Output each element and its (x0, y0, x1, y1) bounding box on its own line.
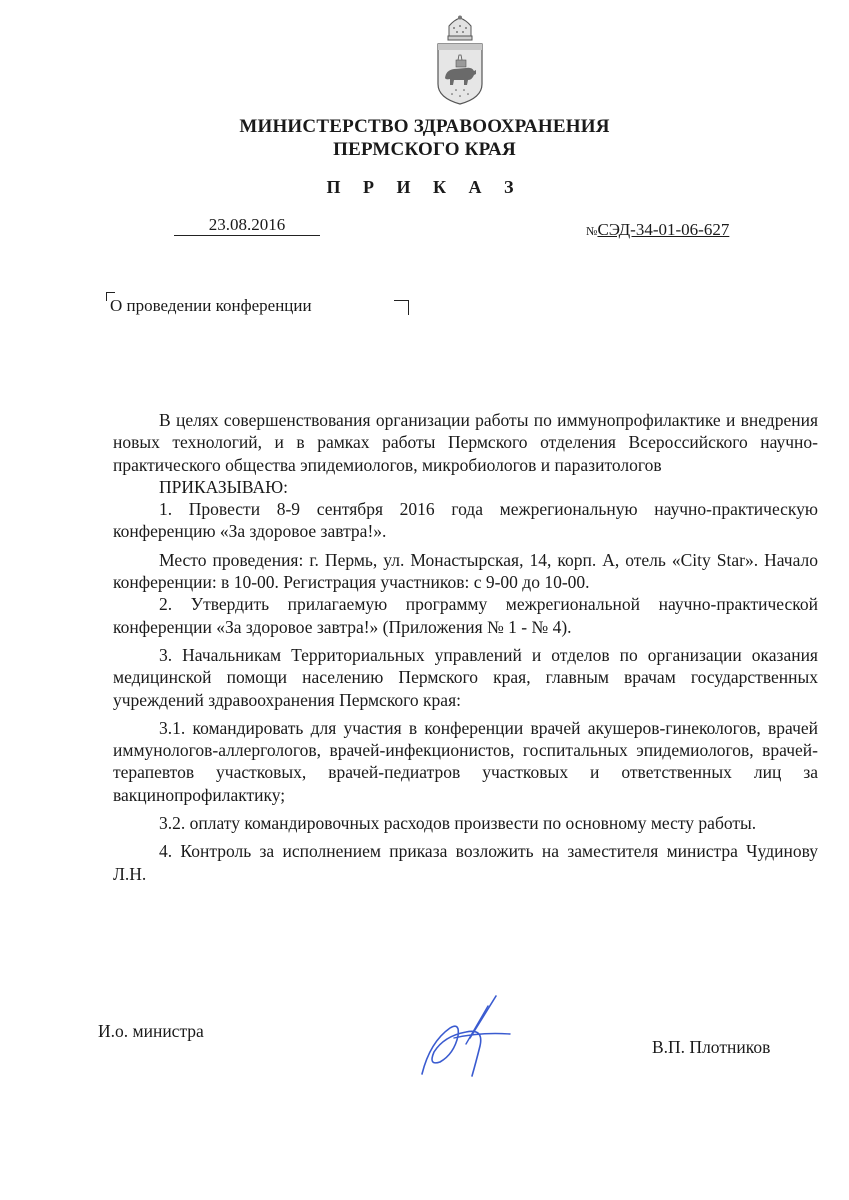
paragraph-item-3: 3. Начальникам Территориальных управлений и отделов по организации оказания медицинской помощи населению Пермского края, главным врачам государственных учреждений здравоохранения Пермского края: (113, 644, 818, 710)
paragraph-order: ПРИКАЗЫВАЮ: (159, 476, 288, 497)
number-sign: № (586, 224, 598, 238)
paragraph-item-3-2: 3.2. оплату командировочных расходов произвести по основному месту работы. (159, 813, 757, 834)
subject-bracket-right (394, 300, 409, 315)
ministry-title: МИНИСТЕРСТВО ЗДРАВООХРАНЕНИЯ (239, 116, 610, 137)
document-type: П Р И К А З (326, 177, 523, 197)
number-value: СЭД-34-01-06-627 (597, 220, 730, 239)
coat-of-arms-icon (432, 14, 488, 106)
paragraph-item-3-1: 3.1. командировать для участия в конференции врачей акушеров-гинекологов, врачей иммунологов-аллергологов, врачей-инфекционистов, госпитальных эпидемиологов, врачей-терапевтов участковых, врачей-педиатров участковых и ответственных лиц за вакцинопрофилактику; (113, 717, 818, 805)
document-body (113, 409, 818, 885)
region-title: ПЕРМСКОГО КРАЯ (333, 139, 516, 160)
document-subject: О проведении конференции (110, 296, 312, 315)
signer-position: И.о. министра (98, 1021, 204, 1041)
paragraph-item-2: 2. Утвердить прилагаемую программу межрегиональной научно-практической конференции «За здоровое завтра!» (Приложения № 1 - № 4). (113, 594, 818, 637)
document-number (586, 220, 729, 241)
paragraph-item-1: 1. Провести 8-9 сентября 2016 года межрегиональную научно-практическую конференцию «За здоровое завтра!». (113, 499, 818, 542)
paragraph-preamble: В целях совершенствования организации работы по иммунопрофилактике и внедрения новых технологий, и в рамках работы Пермского отделения Всероссийского научно-практического общества эпидемиологов, микробиологов и паразитологов (113, 410, 818, 475)
signer-name: В.П. Плотников (652, 1037, 771, 1057)
paragraph-venue: Место проведения: г. Пермь, ул. Монастырская, 14, корп. А, отель «City Star». Начало конференции: в 10-00. Регистрация участников: с 9-00 до 10-00. (113, 549, 818, 593)
handwritten-signature-icon (410, 992, 520, 1082)
paragraph-item-4: 4. Контроль за исполнением приказа возложить на заместителя министра Чудинову Л.Н. (113, 841, 818, 884)
document-date: 23.08.2016 (174, 215, 320, 236)
